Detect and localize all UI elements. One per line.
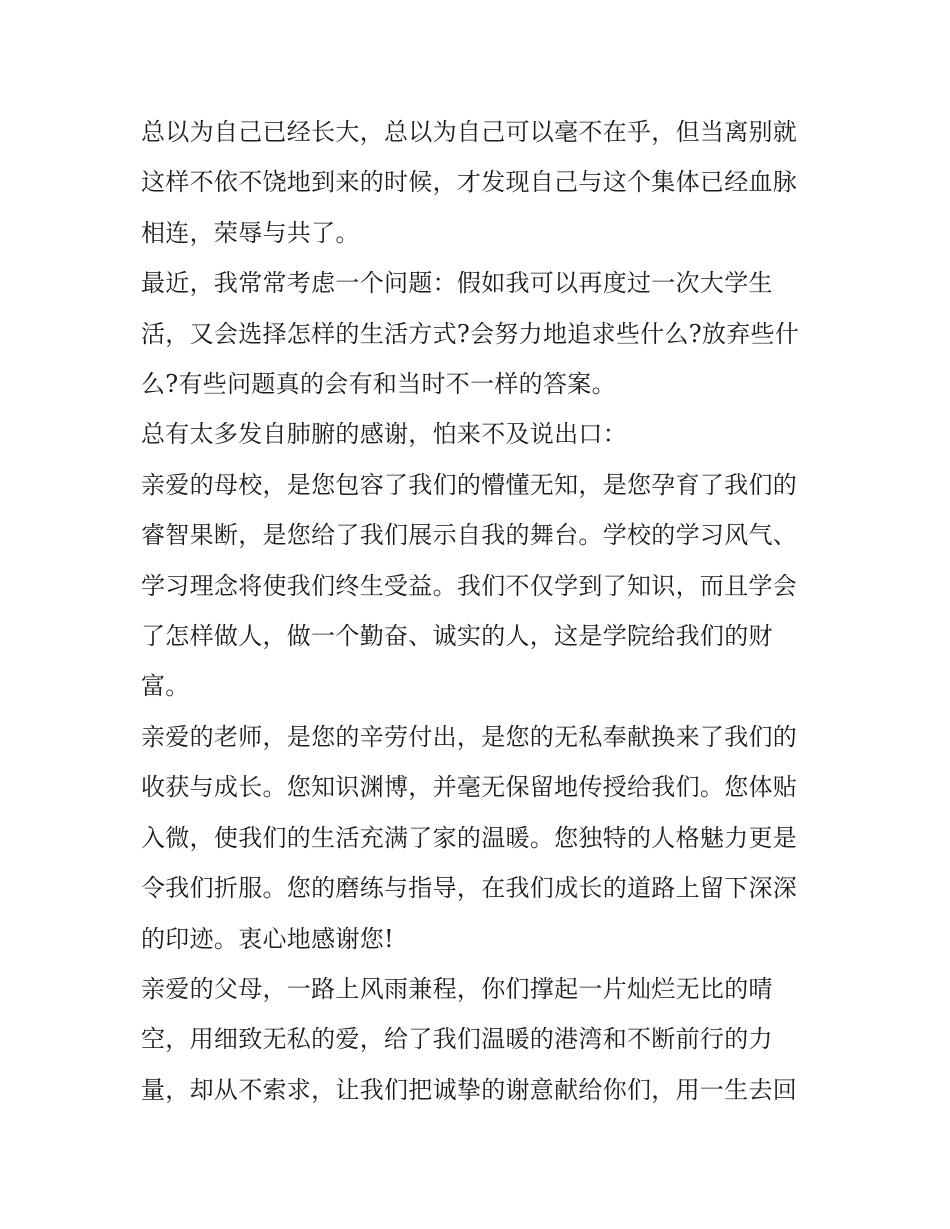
document-body [141,107,821,1115]
paragraph-school: 亲爱的母校，是您包容了我们的懵懂无知，是您孕育了我们的睿智果断，是您给了我们展示自我的舞台。学校的学习风气、学习理念将使我们终生受益。我们不仅学到了知识，而且学会了怎样做人，做一个勤奋、诚实的人，这是学院给我们的财富。 [141,470,798,701]
paragraph-reflection: 最近，我常常考虑一个问题：假如我可以再度过一次大学生活，又会选择怎样的生活方式?会努力地追求些什么?放弃些什么?有些问题真的会有和当时不一样的答案。 [141,269,800,399]
paragraph-teachers: 亲爱的老师，是您的辛劳付出，是您的无私奉献换来了我们的收获与成长。您知识渊博，并毫无保留地传授给我们。您体贴入微，使我们的生活充满了家的温暖。您独特的人格魅力更是令我们折服。您的磨练与指导，在我们成长的道路上留下深深的印迹。衷心地感谢您! [141,722,798,953]
paragraph-thanks-intro: 总有太多发自肺腑的感谢，怕来不及说出口： [141,420,627,449]
paragraph-leaving: 总以为自己已经长大，总以为自己可以毫不在乎，但当离别就这样不依不饶地到来的时候，才发现自己与这个集体已经血脉相连，荣辱与共了。 [141,118,798,247]
paragraph-parents: 亲爱的父母，一路上风雨兼程，你们撑起一片灿烂无比的晴空，用细致无私的爱，给了我们温暖的港湾和不断前行的力量，却从不索求，让我们把诚挚的谢意献给你们，用一生去回 [141,974,798,1104]
